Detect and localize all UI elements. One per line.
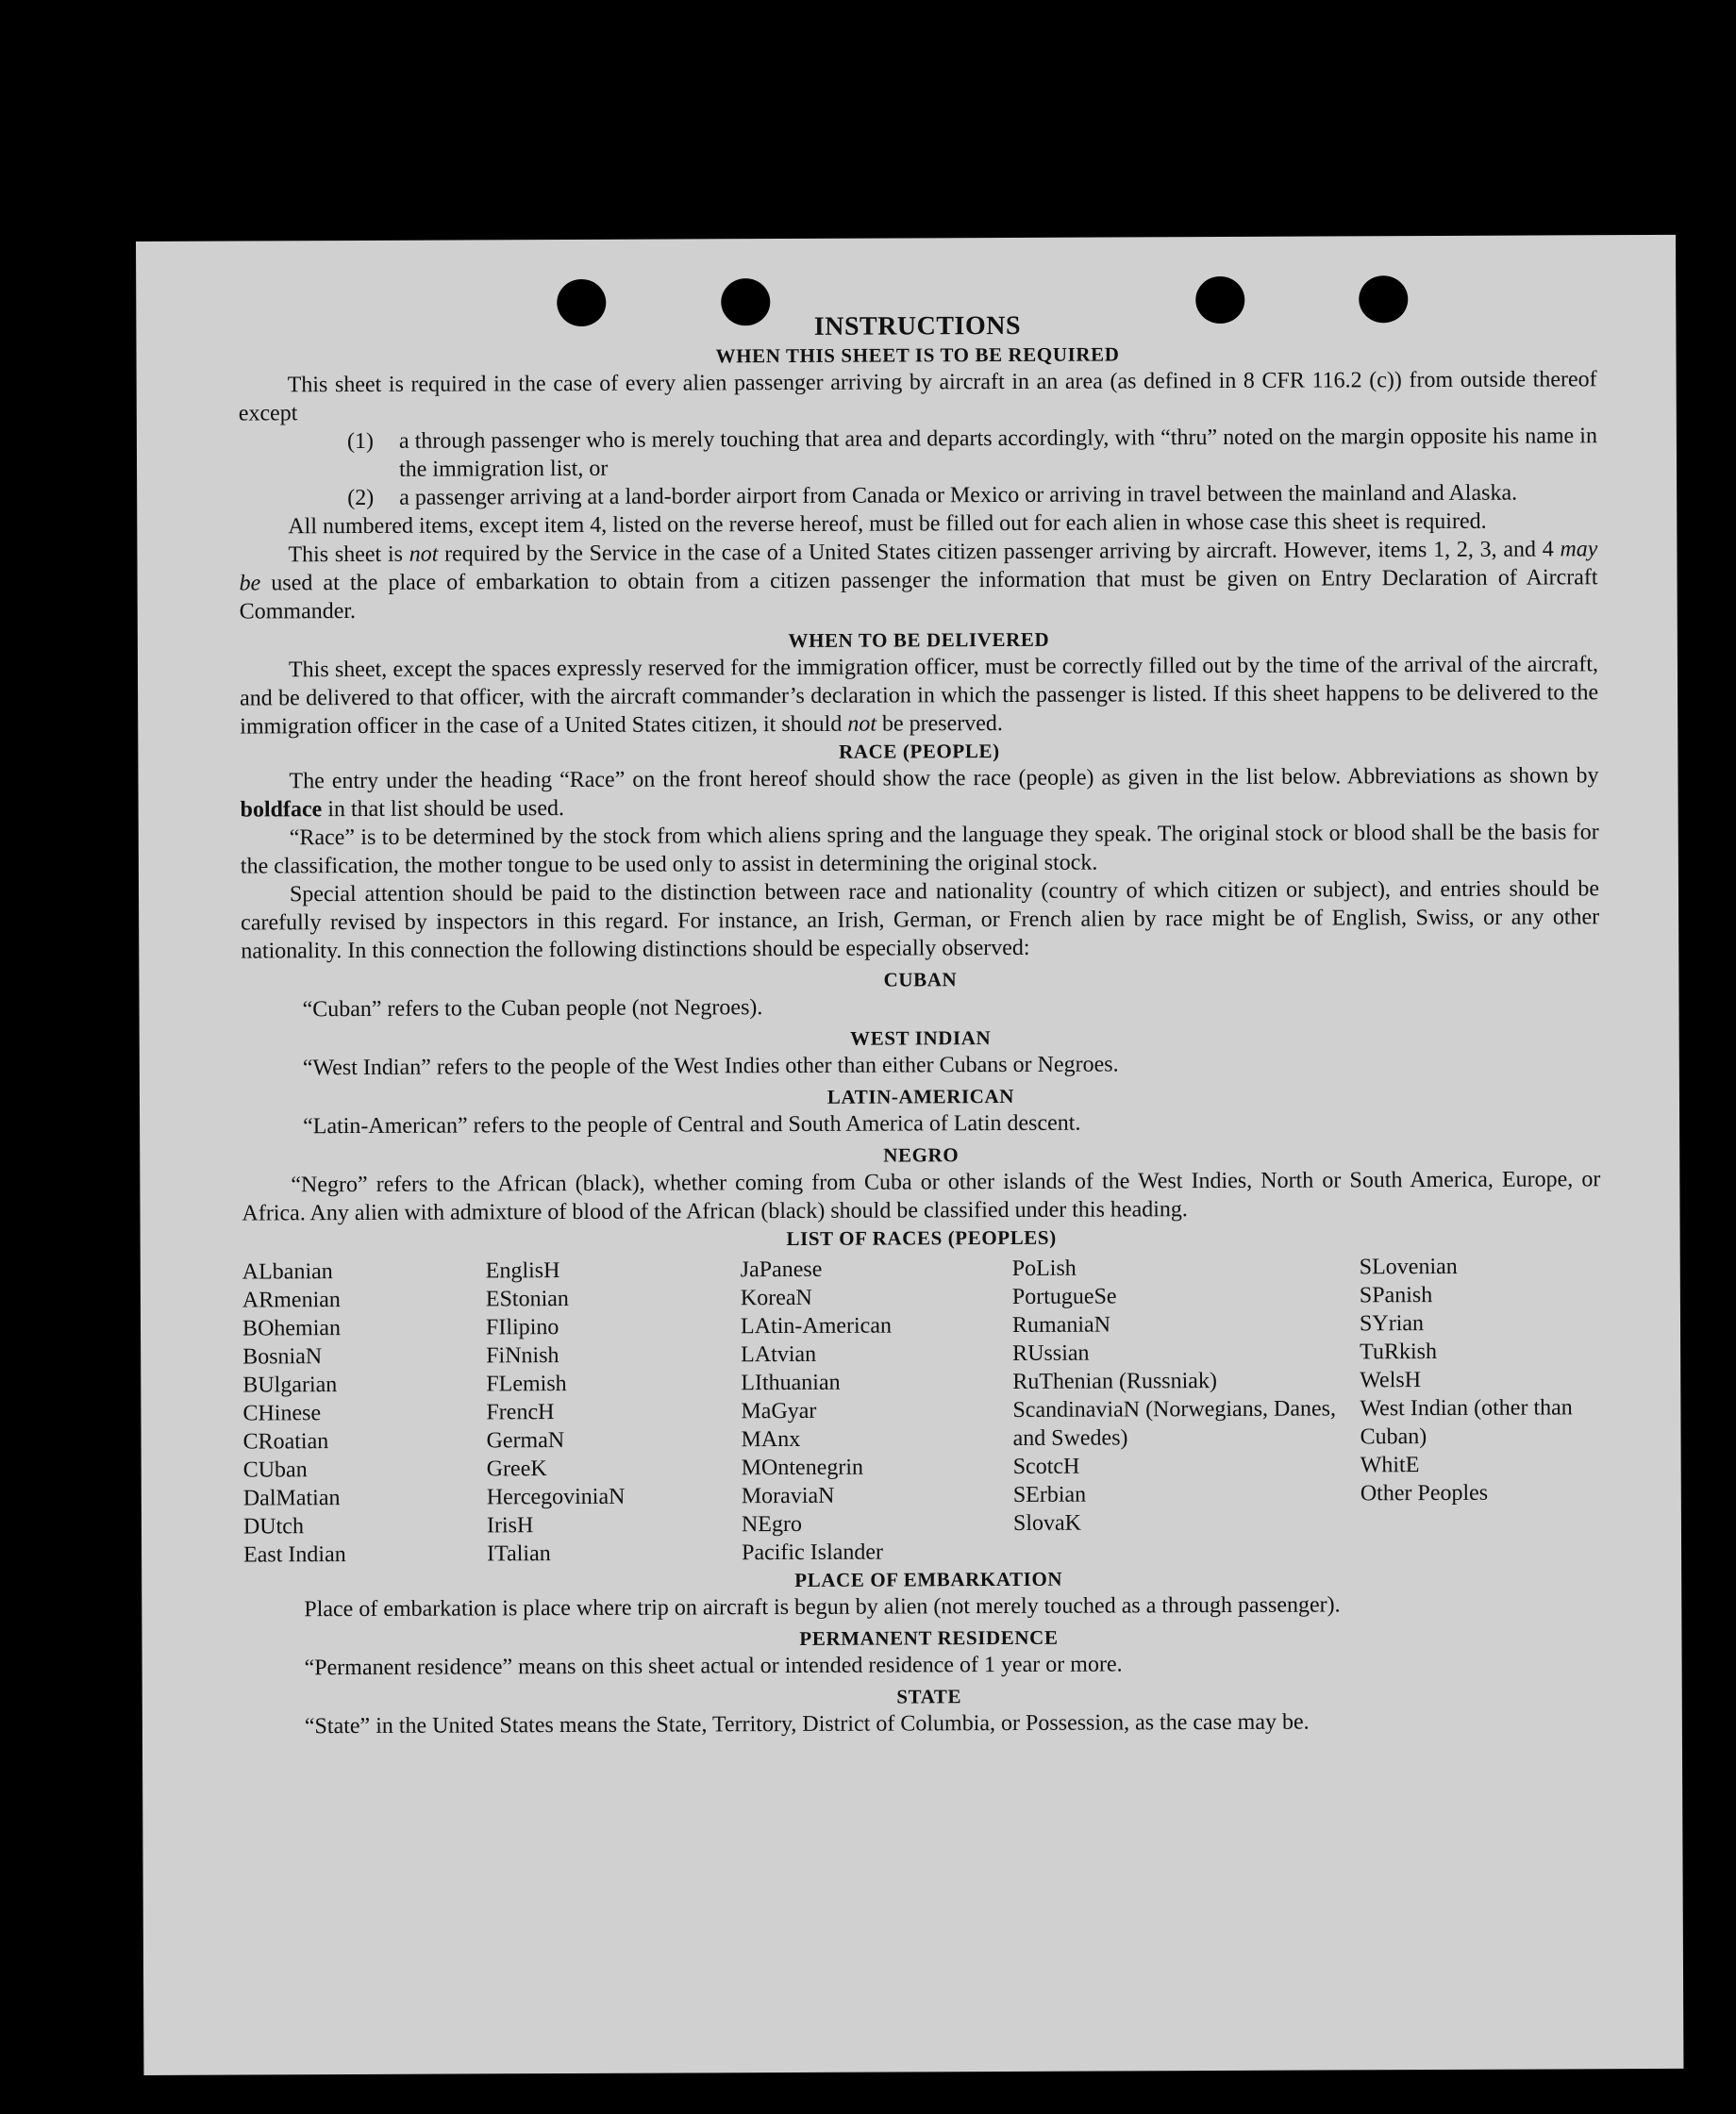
race-entry: CHinese bbox=[242, 1401, 322, 1426]
races-list bbox=[242, 1252, 1602, 1569]
race-entry: MAnx bbox=[741, 1426, 801, 1453]
race-entry: EnglisH bbox=[485, 1258, 560, 1284]
race-entry: PoLish bbox=[1011, 1256, 1077, 1281]
race-entry: BUlgarian bbox=[242, 1373, 338, 1398]
races-column bbox=[1012, 1253, 1360, 1566]
race-entry: DalMatian bbox=[242, 1486, 341, 1511]
item-number: (2) bbox=[347, 485, 375, 511]
definition-text: “West Indian” refers to the people of the West Indies other than either Cubans or Negroes. bbox=[302, 1052, 1119, 1081]
race-entry: LAtvian bbox=[741, 1341, 817, 1368]
definition-text: “Negro” refers to the African (black), whether coming from Cuba or other islands of the West Indies, North or South America, Europe, or Africa. Any alien with admixture of blood of the African (black) should be classified under this heading. bbox=[242, 1167, 1601, 1226]
race-entry: FIlipino bbox=[485, 1315, 559, 1340]
race-entry: RuThenian (Russniak) bbox=[1012, 1369, 1217, 1394]
race-entry: SPanish bbox=[1359, 1283, 1433, 1308]
instruction-sheet bbox=[136, 235, 1683, 2075]
paragraph: Place of embarkation is place where trip on aircraft is begun by alien (not merely touched as a through passenger). bbox=[304, 1592, 1341, 1623]
document-body bbox=[238, 308, 1603, 1740]
race-entry: TuRkish bbox=[1360, 1339, 1438, 1365]
race-entry: BosniaN bbox=[242, 1344, 323, 1370]
race-entry: MOntenegrin bbox=[741, 1455, 864, 1481]
item-number: (1) bbox=[346, 428, 374, 455]
section-heading-list-of-races: LIST OF RACES (PEOPLES) bbox=[786, 1225, 1057, 1251]
section-heading-embarkation: PLACE OF EMBARKATION bbox=[794, 1567, 1063, 1591]
paragraph: This sheet, except the spaces expressly reserved for the immigration officer, must be correctly filled out by the time of the arrival of the aircraft, and be delivered to that officer, with the aircraft commander’s declaration in which the passenger is listed. If this sheet happens to be delivered to the immigration officer in the case of a United States citizen, it should not be preserved. bbox=[240, 652, 1599, 740]
section-heading-west-indian: WEST INDIAN bbox=[850, 1026, 992, 1050]
paragraph: This sheet is not required by the Service in the case of a United States citizen passenger arriving by aircraft. However, items 1, 2, 3, and 4 may be used at the place of embarkation to obtain from a citizen passenger the information that must be given on Entry Declaration of Aircraft Commander. bbox=[239, 537, 1598, 624]
race-entry: SLovenian bbox=[1359, 1254, 1458, 1280]
race-entry: GreeK bbox=[486, 1456, 547, 1482]
page-title: INSTRUCTIONS bbox=[813, 310, 1022, 341]
races-column bbox=[242, 1257, 487, 1569]
race-entry: WhitE bbox=[1360, 1453, 1420, 1478]
item-text: a through passenger who is merely touching that area and departs accordingly, with “thru” noted on the margin opposite his name in the immigration list, or bbox=[398, 424, 1597, 482]
race-entry: PortugueSe bbox=[1011, 1284, 1117, 1309]
race-entry: GermaN bbox=[486, 1428, 565, 1454]
race-entry: FiNnish bbox=[486, 1343, 559, 1369]
race-entry: DUtch bbox=[242, 1514, 304, 1540]
race-entry: FrencH bbox=[486, 1400, 555, 1425]
lower-sections bbox=[243, 1563, 1603, 1740]
paragraph: “Permanent residence” means on this sheet actual or intended residence of 1 year or more. bbox=[304, 1652, 1123, 1681]
definition-text: “Cuban” refers to the Cuban people (not Negroes). bbox=[302, 995, 763, 1023]
race-entry: KoreaN bbox=[740, 1285, 812, 1311]
race-entry: WelsH bbox=[1360, 1368, 1422, 1393]
paragraph: The entry under the heading “Race” on the front hereof should show the race (people) as given in the list below. Abbreviations as shown by boldface in that list should be used. bbox=[240, 763, 1599, 823]
list-item bbox=[239, 422, 1597, 484]
race-entry: East Indian bbox=[243, 1542, 346, 1568]
section-heading-when-delivered: WHEN TO BE DELIVERED bbox=[788, 627, 1050, 652]
section-heading-cuban: CUBAN bbox=[883, 968, 958, 991]
races-column bbox=[1360, 1252, 1602, 1564]
race-entry: Other Peoples bbox=[1360, 1480, 1489, 1506]
race-entry: ALbanian bbox=[242, 1259, 333, 1285]
section-heading-permanent-residence: PERMANENT RESIDENCE bbox=[799, 1625, 1059, 1650]
race-entry: CUban bbox=[242, 1457, 308, 1483]
race-entry: HercegoviniaN bbox=[486, 1484, 626, 1510]
race-entry: MoraviaN bbox=[741, 1483, 835, 1509]
definition-text: “Latin-American” refers to the people of Central and South America of Latin descent. bbox=[303, 1110, 1081, 1140]
race-entry: JaPanese bbox=[740, 1257, 823, 1283]
race-entry: MaGyar bbox=[741, 1398, 817, 1424]
race-entry: ScandinaviaN (Norwegians, Danes, and Swedes) bbox=[1012, 1396, 1337, 1451]
paragraph: This sheet is required in the case of every alien passenger arriving by aircraft in an area (as defined in 8 CFR 116.2 (c)) from outside thereof except bbox=[238, 367, 1597, 426]
paragraph: “Race” is to be determined by the stock from which aliens spring and the language they speak. The original stock or blood shall be the basis for the classification, the mother tongue to be used only to assist in determining the original stock. bbox=[240, 820, 1599, 879]
race-entry: ScotcH bbox=[1012, 1454, 1080, 1479]
section-heading-latin-american: LATIN-AMERICAN bbox=[826, 1084, 1015, 1108]
race-entry: SlovaK bbox=[1012, 1510, 1081, 1536]
paragraph: Special attention should be paid to the distinction between race and nationality (country of which citizen or subject), and entries should be carefully revised by inspectors in this regard. For instance, an Irish, German, or French alien by race might be of English, Swiss, or any other nationality. In this connection the following distinctions should be especially observed: bbox=[241, 876, 1600, 964]
race-entry: BOhemian bbox=[242, 1316, 342, 1341]
races-column bbox=[741, 1255, 1013, 1567]
item-text: a passenger arriving at a land-border airport from Canada or Mexico or arriving in travel between the mainland and Alaska. bbox=[399, 480, 1518, 510]
section-heading-negro: NEGRO bbox=[883, 1143, 960, 1167]
race-entry: ARmenian bbox=[242, 1288, 341, 1313]
race-entry: CRoatian bbox=[242, 1429, 329, 1455]
race-entry: FLemish bbox=[486, 1372, 567, 1397]
race-entry: RumaniaN bbox=[1011, 1312, 1111, 1338]
races-column bbox=[486, 1256, 742, 1568]
race-entry: EStonian bbox=[485, 1287, 569, 1312]
section-heading-when-required: WHEN THIS SHEET IS TO BE REQUIRED bbox=[715, 342, 1120, 368]
race-entry: LAtin-American bbox=[740, 1313, 893, 1340]
race-entry: NEgro bbox=[741, 1511, 802, 1538]
paragraph: All numbered items, except item 4, listed on the reverse hereof, must be filled out for each alien in whose case this sheet is required. bbox=[288, 508, 1487, 540]
race-entry: IrisH bbox=[486, 1513, 534, 1539]
race-entry: SYrian bbox=[1359, 1311, 1425, 1337]
race-entry: Pacific Islander bbox=[742, 1540, 884, 1566]
section-heading-race: RACE (PEOPLE) bbox=[839, 740, 1000, 763]
race-entry: RUssian bbox=[1012, 1340, 1090, 1366]
race-entry: ITalian bbox=[487, 1541, 551, 1567]
race-entry: LIthuanian bbox=[741, 1370, 841, 1396]
section-heading-state: STATE bbox=[896, 1685, 962, 1708]
race-entry: West Indian (other than Cuban) bbox=[1360, 1395, 1573, 1450]
race-entry: SErbian bbox=[1012, 1482, 1087, 1507]
paragraph: “State” in the United States means the State, Territory, District of Columbia, or Possession, as the case may be. bbox=[304, 1709, 1310, 1739]
